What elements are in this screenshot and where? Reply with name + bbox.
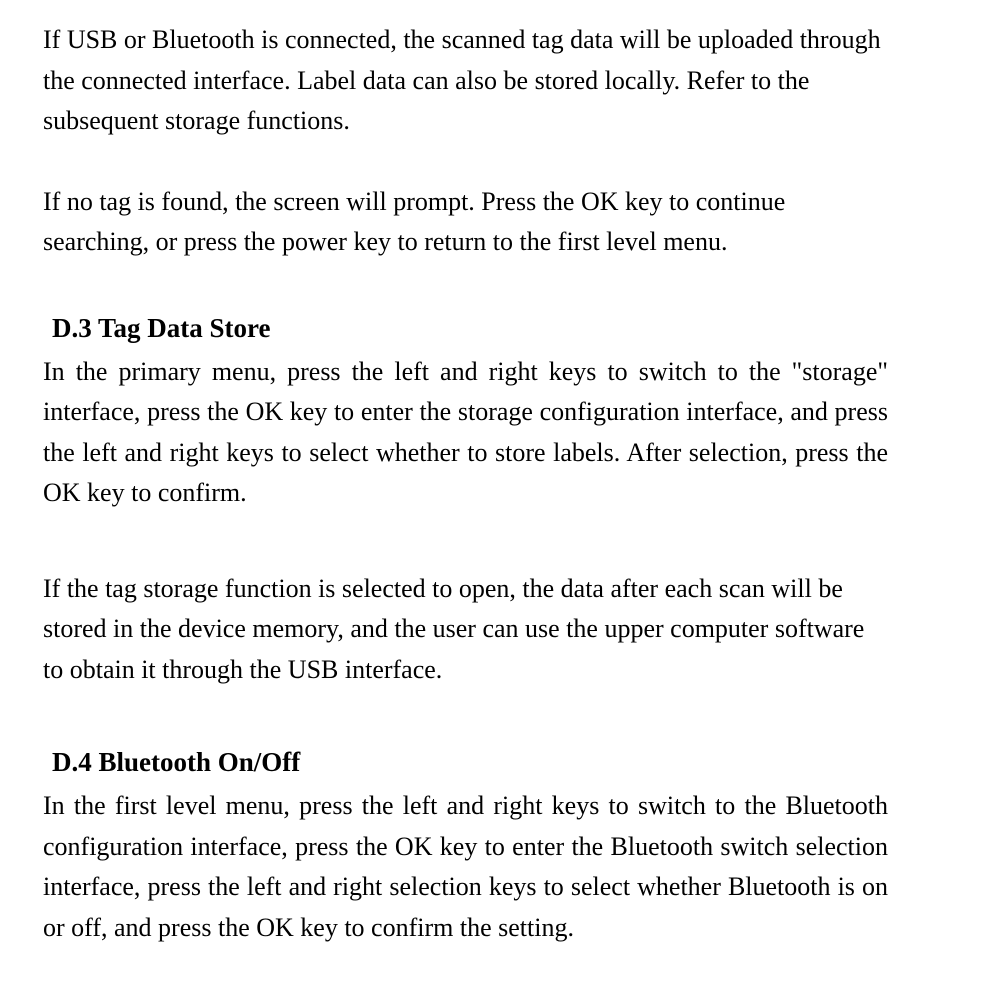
section-heading-d3: D.3 Tag Data Store: [52, 312, 271, 343]
usb-bluetooth-upload-paragraph: If USB or Bluetooth is connected, the scanned tag data will be uploaded through the connected interface. Label data can also be stored locally. Refer to the subsequent storage functions.: [43, 25, 881, 135]
no-tag-found-paragraph: If no tag is found, the screen will prompt. Press the OK key to continue searching, or press the power key to return to the first level menu.: [43, 186, 786, 256]
section-tag-data-store: [43, 308, 888, 691]
storage-function-paragraph: If the tag storage function is selected to open, the data after each scan will be stored in the device memory, and the user can use the upper computer software to obtain it through the USB interface.: [43, 573, 865, 684]
section-heading-d4: D.4 Bluetooth On/Off: [52, 747, 301, 777]
document-page: [43, 20, 888, 948]
bluetooth-config-paragraph: In the first level menu, press the left and right keys to switch to the Bluetooth configuration interface, press the OK key to enter the Bluetooth switch selection interface, press the left and right selection keys to select whether Bluetooth is on or off, and press the OK key to confirm the setting.: [43, 791, 888, 942]
storage-menu-paragraph: In the primary menu, press the left and right keys to switch to the "storage" interface, press the OK key to enter the storage configuration interface, and press the left and right keys to select whether to store labels. After selection, press the OK key to confirm.: [43, 356, 888, 507]
section-bluetooth-on-off: [43, 742, 888, 948]
